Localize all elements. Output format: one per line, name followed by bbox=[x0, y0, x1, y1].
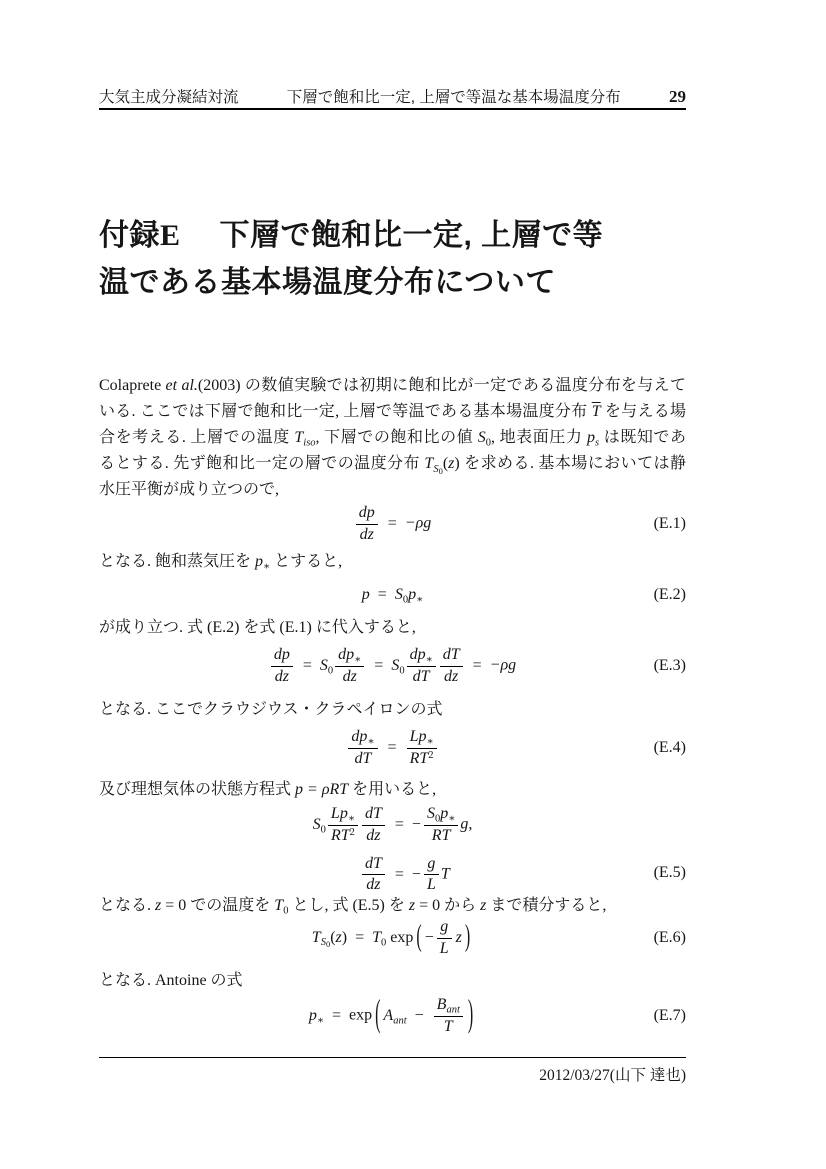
header-chapter-title: 下層で飽和比一定, 上層で等温な基本場温度分布 bbox=[286, 89, 621, 106]
fraction: $\frac{Lp_∗}{RT^2}$ bbox=[407, 728, 437, 768]
fraction: $\frac{dp_∗}{dT}$ bbox=[348, 728, 377, 768]
equation-e5 bbox=[99, 806, 686, 894]
math-T0: $T_0$ bbox=[274, 897, 289, 917]
equation-e7: $p_∗ = \exp$ ( $A_{ant}$ − $\frac{B_{ant}}{T}$ ) (E.7) bbox=[99, 992, 686, 1040]
equation-e6: $T_{S_0}(z) = T_0$ exp ( − $\frac{g}{L}$ z ) (E.6) bbox=[311, 918, 686, 957]
left-paren: ( bbox=[375, 994, 381, 1036]
fraction: $\frac{dT}{dz}$ bbox=[440, 646, 463, 686]
appendix-label bbox=[99, 219, 181, 252]
text-line: となる. 飽和蒸気圧を $p_∗$ とすると, bbox=[99, 553, 343, 573]
equation-number-e6: (E.6) bbox=[653, 929, 686, 946]
equation-number-e2: (E.2) bbox=[653, 586, 686, 603]
page-header bbox=[99, 85, 686, 107]
fraction: $\frac{dp_∗}{dT}$ bbox=[407, 646, 436, 686]
fraction: $\frac{dp}{dz}$ bbox=[271, 646, 293, 686]
appendix-title-text2: 温である基本場温度分布について bbox=[99, 266, 556, 299]
etal-italic: et al. bbox=[165, 377, 198, 394]
fraction: $\frac{g}{L}$ bbox=[424, 855, 439, 895]
text-line: となる. Antoine の式 bbox=[99, 972, 243, 989]
appendix-title-line1 bbox=[99, 212, 686, 259]
math-TS0z: $T_{S_0}(z)$ bbox=[424, 455, 460, 476]
equation-e5-align: $S_0$ $\frac{Lp_∗}{RT^2}$ $\frac{dT}{dz}$ = − $\frac{S_0p_∗}{RT}$ g, $\frac{dT}{dz}$ = − $\frac{g}{L}$ T bbox=[312, 805, 473, 894]
exp-operator: exp bbox=[348, 1006, 373, 1024]
fraction: $\frac{Lp_∗}{RT^2}$ bbox=[328, 805, 358, 845]
paragraph-line: Colaprete et al.(2003) の数値実験では初期に飽和比が一定である温度分布を与えて bbox=[99, 377, 686, 394]
math-ps: $p_s$ bbox=[587, 429, 600, 449]
equation-number-e7: (E.7) bbox=[653, 1007, 686, 1024]
equation-e4: $\frac{dp_∗}{dT}$ = $\frac{Lp_∗}{RT^2}$ (E.4) bbox=[99, 725, 686, 771]
body-paragraph bbox=[99, 373, 686, 503]
right-paren: ) bbox=[464, 920, 471, 954]
math-ideal-gas: p = ρRT bbox=[295, 781, 349, 798]
paragraph-line: 水圧平衡が成り立つので, bbox=[99, 481, 280, 498]
equation-e2: $p = S_0p_∗$ (E.2) bbox=[361, 586, 686, 606]
left-paren: ( bbox=[416, 920, 422, 954]
equation-e1: $\frac{dp}{dz}$ = −ρg (E.1) bbox=[99, 502, 686, 546]
equation-number-e4: (E.4) bbox=[653, 739, 686, 756]
paragraph-line: いる. ここでは下層で飽和比一定, 上層で等温である基本場温度分布 $\overline{T}$ を与える場 bbox=[99, 403, 686, 420]
appendix-title-text1: 下層で飽和比一定, 上層で等 bbox=[219, 219, 604, 252]
equation-number-e3: (E.3) bbox=[653, 657, 686, 674]
text-line: が成り立つ. 式 (E.2) を式 (E.1) に代入すると, bbox=[99, 619, 416, 636]
fraction: $\frac{dp}{dz}$ bbox=[356, 504, 378, 544]
appendix-title-line2 bbox=[99, 259, 686, 306]
math-pstar: $p_∗$ bbox=[255, 553, 271, 573]
fraction: $\frac{dT}{dz}$ bbox=[362, 855, 385, 895]
equation-number-e5: (E.5) bbox=[653, 864, 686, 881]
paragraph-line: 合を考える. 上層での温度 $T_{iso}$, 下層での飽和比の値 $S_0$, 地表面圧力 $p_s$ は既知であ bbox=[99, 429, 686, 449]
header-rule bbox=[99, 108, 686, 110]
fraction: $\frac{dp_∗}{dz}$ bbox=[335, 646, 364, 686]
text-line: 及び理想気体の状態方程式 p = ρRT を用いると, bbox=[99, 781, 437, 798]
math-TS0z: $T_{S_0}(z)$ bbox=[311, 928, 348, 950]
fraction: $\frac{B_{ant}}{T}$ bbox=[434, 996, 463, 1036]
appendix-label-letter: E bbox=[160, 219, 181, 252]
fraction: $\frac{g}{L}$ bbox=[437, 918, 452, 958]
math-Tbar: $\overline{T}$ bbox=[591, 403, 601, 420]
fraction: $\frac{S_0p_∗}{RT}$ bbox=[424, 805, 458, 845]
appendix-label-jp: 付録 bbox=[99, 219, 160, 252]
header-section-title: 大気主成分凝結対流 bbox=[99, 89, 239, 106]
equation-number-e1: (E.1) bbox=[653, 515, 686, 532]
exp-operator: exp bbox=[390, 928, 414, 946]
text-line: となる. ここでクラウジウス・クラペイロンの式 bbox=[99, 701, 443, 718]
page-number: 29 bbox=[668, 87, 686, 106]
right-paren: ) bbox=[467, 994, 474, 1036]
paragraph-line: るとする. 先ず飽和比一定の層での温度分布 $T_{S_0}(z)$ を求める. 基本場においては静 bbox=[99, 455, 686, 476]
footer-rule bbox=[99, 1057, 686, 1058]
footer-date: 2012/03/27(山下 達也) bbox=[539, 1067, 686, 1084]
text-line: となる. z = 0 での温度を $T_0$ とし, 式 (E.5) を z = 0 から z まで積分すると, bbox=[99, 897, 607, 917]
equation-e3: $\frac{dp}{dz}$ = $S_0$ $\frac{dp_∗}{dz}$ = $S_0$ $\frac{dp_∗}{dT}$ $\frac{dT}{dz}$ = −ρg (E.3) bbox=[99, 643, 686, 689]
math-Tiso: $T_{iso}$ bbox=[294, 429, 316, 449]
math-S0: $S_0$ bbox=[477, 429, 492, 449]
appendix-title bbox=[99, 212, 686, 306]
fraction: $\frac{dT}{dz}$ bbox=[362, 805, 385, 845]
